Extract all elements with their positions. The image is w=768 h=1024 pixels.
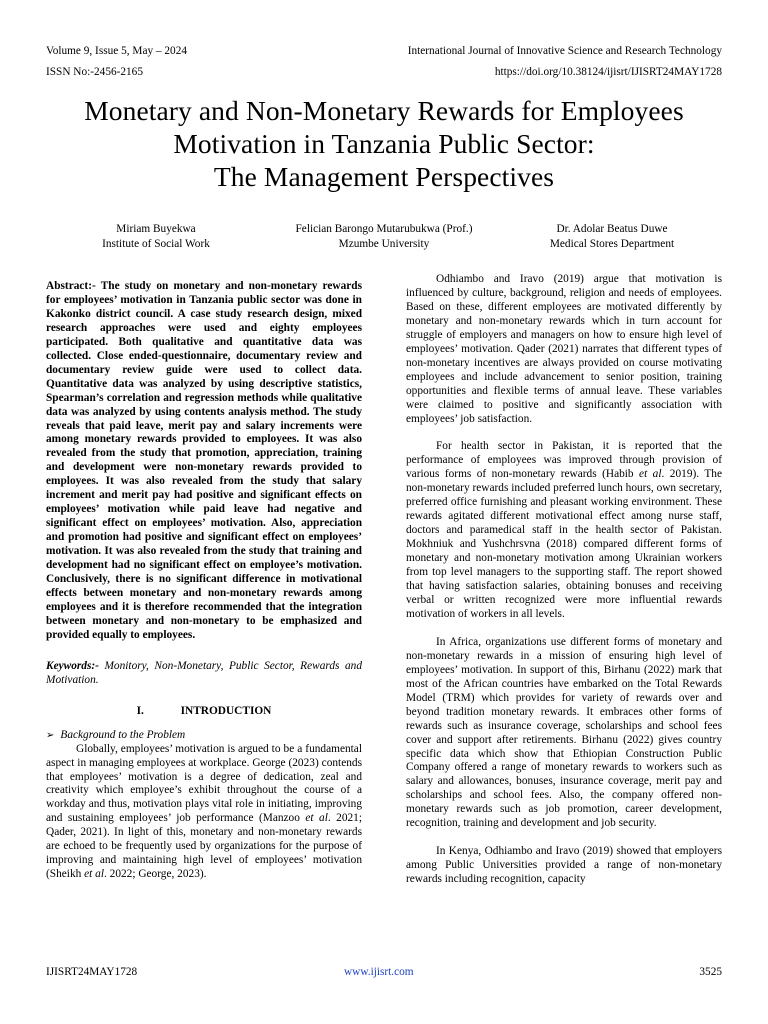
doi-link[interactable]: https://doi.org/10.38124/ijisrt/IJISRT24MAY1728 — [494, 66, 722, 78]
subsection-heading — [46, 729, 362, 743]
author-name: Felician Barongo Mutarubukwa (Prof.) — [295, 223, 473, 235]
author-name: Dr. Adolar Beatus Duwe — [556, 223, 668, 235]
body-paragraph: For health sector in Pakistan, it is reported that the performance of employees was improved through provision of various forms of non-monetary rewards (Habib et al. 2019). The non-monetary rewards included preferred lunch hours, own secretary, preferred office furnishing and pleasant working environment. These rewards agitated different motivational effect among nurse staff, doctors and paramedical staff in the health sector of Pakistan. Mokhniuk and Yushchrsvna (2018) compared different forms of monetary and non-monetary motivation among Ukrainian workers from top level managers to the supporting staff. The report showed that having satisfaction salaries, obtaining bonuses and receiving verbal or written recognized were more influential rewards motivation of workers in all levels. — [406, 440, 722, 620]
author-affiliation: Institute of Social Work — [102, 237, 210, 250]
italic-text: et al — [639, 468, 662, 481]
section-heading — [46, 705, 362, 719]
footer-paper-id: IJISRT24MAY1728 — [46, 966, 138, 978]
title-line: Motivation in Tanzania Public Sector: — [173, 128, 595, 159]
author-block — [86, 222, 226, 251]
left-column — [46, 280, 362, 882]
body-paragraph: In Kenya, Odhiambo and Iravo (2019) showed that employers among Public Universities provided a range of non-monetary rewards including recognition, capacity — [406, 845, 722, 886]
section-title: INTRODUCTION — [180, 704, 272, 717]
abstract: Abstract:- The study on monetary and non-monetary rewards for employees’ motivation in Tanzania public sector was done in Kakonko district council. A case study research design, mixed research approaches were used and eighty employees participated. Both qualitative and quantitative data was collected. Close ended-questionnaire, documentary review and documentary review guide were used to collect data. Quantitative data was analyzed by using descriptive statistics, Spearman’s correlation and regression methods while qualitative data was analyzed by using contents analysis method. The study reveals that paid leave, merit pay and salary increments were among monetary rewards provided to employees. It was also revealed from the study that promotion, appreciation, training and development were non-monetary rewards provided to employees. It was also revealed from the study that salary increment and merit pay had positive and significant effects on employees’ motivation while paid leave had negative and significant effect on employees’ motivation. Also, appreciation and promotion had positive and significant effect on employees’ motivation. It was also revealed from the study that training and development had no significant effect on employee’s motivation. Conclusively, there is no significant difference in motivational effects between monetary and non-monetary rewards among employees and it is therefore recommended that the integration between monetary and non-monetary to be emphasized and provided equally to employees. — [46, 280, 362, 641]
author-block — [532, 222, 692, 251]
keywords-text: Monitory, Non-Monetary, Public Sector, Rewards and Motivation. — [46, 659, 362, 686]
volume-issue: Volume 9, Issue 5, May – 2024 — [46, 45, 187, 57]
body-paragraph: Odhiambo and Iravo (2019) argue that motivation is influenced by culture, background, religion and needs of employees. Based on these, different employees are motivated differently by monetary and non-monetary rewards which in turn account for struggle of employers and managers on how to ensure high level of employees’ motivation. Qader (2021) narrates that different types of non-monetary incentives are always provided on course motivating employees and include advancement to senior position, training opportunities and flexible terms of annual leave. These variables were claimed to positive and significantly association with employees’ job satisfaction. — [406, 273, 722, 425]
page-number: 3525 — [699, 966, 722, 978]
section-number: I. — [136, 704, 144, 717]
author-name: Miriam Buyekwa — [116, 223, 196, 235]
intro-paragraph: Globally, employees’ motivation is argued to be a fundamental aspect in managing employees at workplace. George (2023) contends that employees’ motivation is a degree of dedication, zeal and creativity which employee’s exhibit throughout the course of a workday and thus, motivation plays vital role in initiating, improving and sustaining employees’ job performance (Manzoo et al. 2021; Qader, 2021). In light of this, monetary and non-monetary rewards are echoed to be frequently used by organizations for the purpose of improving and maintaining high level of employees’ motivation (Sheikh et al. 2022; George, 2023). — [46, 742, 362, 881]
italic-text: et al — [84, 868, 104, 881]
author-block — [274, 222, 494, 251]
issn: ISSN No:-2456-2165 — [46, 66, 143, 78]
title-line: The Management Perspectives — [213, 161, 555, 192]
italic-text: et al — [305, 812, 328, 825]
keywords — [46, 660, 362, 688]
right-column — [406, 273, 722, 887]
subsection-title: Background to the Problem — [60, 728, 186, 741]
arrow-bullet-icon: ➢ — [46, 729, 55, 741]
footer-website-link[interactable]: www.ijisrt.com — [344, 966, 414, 978]
keywords-label: Keywords:- — [46, 659, 99, 672]
title-line: Monetary and Non-Monetary Rewards for Employees — [84, 95, 684, 126]
body-paragraph: In Africa, organizations use different forms of monetary and non-monetary rewards in a mission of ensuring high level of employees’ motivation. In support of this, Birhanu (2022) mark that most of the African countries have embarked on the Total Rewards Model (TRM) which provides for variety of rewards over and beyond tradition monetary rewards. It embraces other forms of rewards such as insurance coverage, scholarships and school fees cover and support after retirements. Birhanu (2022) gives country specific data which show that Ethiopian Construction Public Company offered a range of monetary rewards to workers such as salary and allowances, bonuses, insurance coverage, merit pay and scholarships and school fees. Also, the company offered non-monetary rewards such as job promotion, career development, recognition, training and development and job security. — [406, 635, 722, 830]
paper-title — [20, 94, 748, 193]
author-affiliation: Mzumbe University — [338, 237, 430, 250]
author-affiliation: Medical Stores Department — [549, 237, 675, 250]
journal-name: International Journal of Innovative Science and Research Technology — [407, 45, 722, 57]
